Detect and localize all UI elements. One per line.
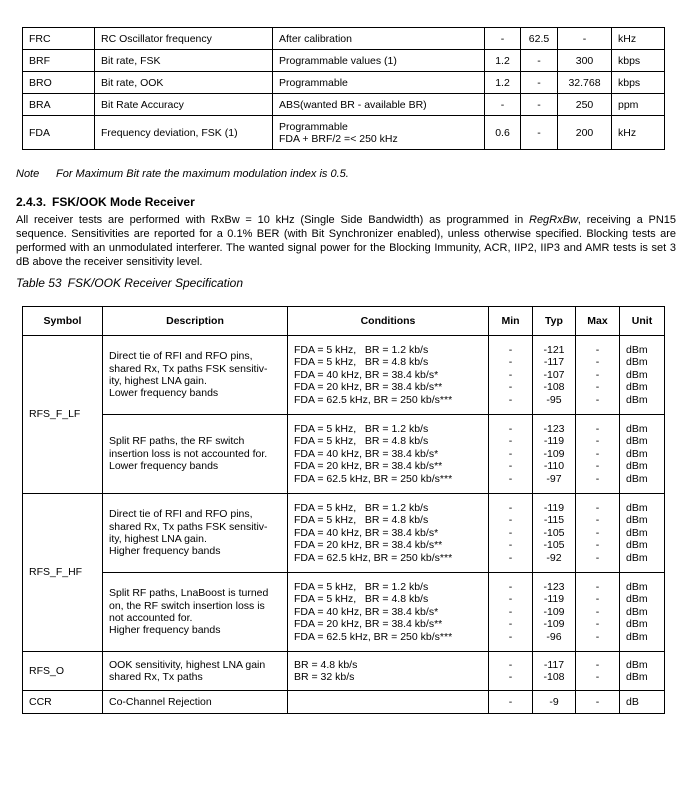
cell-conditions-line: FDA = 40 kHz, BR = 38.4 kb/s* [294,368,439,381]
cell-typ: - [521,50,558,72]
cell-conditions-line: FDA = 20 kHz, BR = 38.4 kb/s** [294,381,443,394]
cell-max [576,652,620,691]
cell-conditions-line: FDA = 62.5 kHz, BR = 250 kb/s*** [294,393,453,406]
cell-min-line: - [508,593,513,606]
cell-unit: kHz [612,28,665,50]
cell-conditions-line: FDA = 5 kHz, BR = 4.8 kb/s [294,435,429,448]
cell-typ [533,652,576,691]
cell-min: 1.2 [485,72,521,94]
receiver-spec-table [22,306,665,714]
table-title: FSK/OOK Receiver Specification [67,276,244,290]
cell-min-line: - [508,514,513,527]
cell-min-line: - [508,501,513,514]
cell-max: 250 [558,94,612,116]
receiver-spec-body [23,336,665,714]
cell-max-line: - [595,356,600,369]
condition-line: Programmable [279,120,348,133]
cell-min-line: - [508,422,513,435]
cell-max [576,336,620,415]
cell-unit-line: dBm [626,580,648,593]
cell-description-line: insertion loss is not accounted for. [109,447,268,460]
table-row [23,336,665,415]
cell-min-line: - [508,435,513,448]
cell-max-line: - [595,514,600,527]
cell-description: Bit rate, FSK [95,50,273,72]
cell-description-line: shared Rx, Tx paths FSK sensitiv- [109,520,268,533]
cell-conditions-line: FDA = 20 kHz, BR = 38.4 kb/s** [294,460,443,473]
header-symbol: Symbol [23,307,103,336]
cell-conditions-line: FDA = 5 kHz, BR = 4.8 kb/s [294,514,429,527]
cell-min: 0.6 [485,116,521,150]
cell-description-line: Lower frequency bands [109,387,219,400]
cell-unit [620,573,665,652]
cell-typ-line: -109 [543,618,565,631]
cell-typ-line: -109 [543,605,565,618]
paragraph-text-1: All receiver tests are performed with RxBw = 10 kHz (Single Side Bandwidth) as programmed in [16,214,529,226]
cell-description-line: OOK sensitivity, highest LNA gain [109,658,266,671]
cell-symbol: BRF [23,50,95,72]
cell-conditions-line: FDA = 5 kHz, BR = 1.2 kb/s [294,580,429,593]
cell-typ-line: -109 [543,447,565,460]
cell-conditions-line: FDA = 5 kHz, BR = 4.8 kb/s [294,593,429,606]
cell-typ [533,415,576,494]
cell-description: Frequency deviation, FSK (1) [95,116,273,150]
cell-symbol: RFS_F_HF [23,494,103,652]
cell-unit [620,336,665,415]
cell-unit: ppm [612,94,665,116]
cell-conditions-line: BR = 4.8 kb/s [294,658,358,671]
cell-min-line: - [508,381,513,394]
cell-typ-line: -95 [546,393,562,406]
table-row [23,28,665,50]
cell-unit: kHz [612,116,665,150]
table-row [23,72,665,94]
header-description: Description [103,307,288,336]
cell-unit-line: dBm [626,472,648,485]
cell-conditions: ABS(wanted BR - available BR) [273,94,485,116]
table-row [23,652,665,691]
cell-max-line: - [595,472,600,485]
cell-unit: dB [620,691,665,714]
cell-min-line: - [508,356,513,369]
cell-unit-line: dBm [626,630,648,643]
cell-typ [533,494,576,573]
condition-line: FDA + BRF/2 =< 250 kHz [279,132,398,145]
table-row [23,415,665,494]
cell-unit-line: dBm [626,381,648,394]
cell-unit-line: dBm [626,501,648,514]
cell-typ: 62.5 [521,28,558,50]
cell-max: 300 [558,50,612,72]
cell-symbol: BRA [23,94,95,116]
cell-max [576,494,620,573]
cell-unit-line: dBm [626,435,648,448]
cell-max-line: - [595,343,600,356]
cell-unit: kbps [612,50,665,72]
cell-description-line: Higher frequency bands [109,624,221,637]
cell-symbol: FDA [23,116,95,150]
cell-max-line: - [595,501,600,514]
cell-conditions-line: FDA = 62.5 kHz, BR = 250 kb/s*** [294,551,453,564]
cell-symbol: RFS_O [23,652,103,691]
cell-typ-line: -117 [543,658,565,671]
cell-unit-line: dBm [626,514,648,527]
cell-conditions-line: FDA = 5 kHz, BR = 1.2 kb/s [294,422,429,435]
table-number: Table 53 [16,276,62,290]
cell-typ-line: -121 [543,343,565,356]
cell-typ: - [521,94,558,116]
cell-unit-line: dBm [626,368,648,381]
cell-description-line: ity, highest LNA gain. [109,375,207,387]
cell-typ-line: -110 [543,460,565,473]
cell-conditions-line: FDA = 40 kHz, BR = 38.4 kb/s* [294,526,439,539]
cell-unit-line: dBm [626,393,648,406]
cell-min [489,652,533,691]
cell-min [489,415,533,494]
cell-conditions-line: BR = 32 kb/s [294,671,355,683]
cell-min-line: - [508,580,513,593]
cell-description: Bit Rate Accuracy [95,94,273,116]
cell-typ-line: -119 [543,593,565,606]
cell-typ-line: -117 [543,356,565,369]
cell-unit-line: dBm [626,447,648,460]
cell-description-line: Lower frequency bands [109,460,219,473]
table-row [23,494,665,573]
cell-typ-line: -105 [543,539,565,552]
cell-max-line: - [595,447,600,460]
cell-typ-line: -115 [543,514,565,527]
cell-min-line: - [508,460,513,473]
cell-description-line: ity, highest LNA gain. [109,533,207,545]
cell-min: 1.2 [485,50,521,72]
note-label: Note [16,168,40,180]
cell-max-line: - [595,630,600,643]
cell-min-line: - [508,671,513,683]
cell-description [103,652,288,691]
cell-max-line: - [595,422,600,435]
cell-unit-line: dBm [626,422,648,435]
cell-min-line: - [508,343,513,356]
cell-max-line: - [595,658,600,671]
section-heading [16,195,195,209]
cell-conditions [288,415,489,494]
cell-max-line: - [595,460,600,473]
cell-typ-line: -119 [543,435,565,448]
cell-min-line: - [508,551,513,564]
cell-typ-line: -92 [546,551,562,564]
cell-symbol: FRC [23,28,95,50]
header-unit: Unit [620,307,665,336]
cell-min-line: - [508,630,513,643]
cell-symbol: BRO [23,72,95,94]
cell-min-line: - [508,447,513,460]
cell-conditions [288,494,489,573]
cell-unit-line: dBm [626,593,648,606]
cell-description-line: Split RF paths, the RF switch [109,435,245,448]
cell-max-line: - [595,435,600,448]
cell-description: RC Oscillator frequency [95,28,273,50]
cell-min-line: - [508,539,513,552]
cell-min-line: - [508,658,513,671]
cell-min-line: - [508,472,513,485]
cell-description-line: Split RF paths, LnaBoost is turned [109,587,269,600]
cell-max-line: - [595,671,600,683]
body-paragraph [16,213,676,269]
cell-max-line: - [595,605,600,618]
cell-description [103,573,288,652]
note [16,168,349,180]
cell-min: - [489,691,533,714]
cell-unit [620,652,665,691]
cell-typ-line: -119 [543,501,565,514]
cell-description-line: Direct tie of RFI and RFO pins, [109,508,253,521]
cell-max-line: - [595,593,600,606]
cell-typ-line: -107 [543,368,565,381]
table-row [23,94,665,116]
cell-min-line: - [508,618,513,631]
cell-typ-line: -123 [543,422,565,435]
cell-conditions-line: FDA = 5 kHz, BR = 4.8 kb/s [294,356,429,369]
cell-description-line: on, the RF switch insertion loss is [109,599,265,612]
cell-max-line: - [595,580,600,593]
cell-description: Bit rate, OOK [95,72,273,94]
table-caption [16,276,243,290]
cell-min-line: - [508,368,513,381]
cell-description-line: shared Rx, Tx paths FSK sensitiv- [109,362,268,375]
cell-unit-line: dBm [626,356,648,369]
paragraph-text-2: , receiving a PN15 sequence. Sensitivities are reported for a 0.1% BER (with Bit Synchronizer enabled), unless otherwise specified. Blocking tests are performed with an unmodulated interferer. The wanted signal power for the Blocking Immunity, ACR, IIP2, IIP3 and AMR tests is set 3 dB above the receiver sensitivity level. [16,214,676,268]
cell-conditions-line: FDA = 40 kHz, BR = 38.4 kb/s* [294,605,439,618]
table-row [23,573,665,652]
cell-conditions [288,573,489,652]
cell-max-line: - [595,618,600,631]
cell-typ-line: -96 [546,630,562,643]
cell-typ [533,336,576,415]
cell-description: Co-Channel Rejection [103,691,288,714]
cell-unit-line: dBm [626,671,648,683]
cell-conditions-line: FDA = 20 kHz, BR = 38.4 kb/s** [294,618,443,631]
cell-conditions: Programmable [273,72,485,94]
cell-typ: - [521,72,558,94]
cell-max-line: - [595,526,600,539]
cell-max: - [558,28,612,50]
cell-min [489,336,533,415]
table-row [23,116,665,150]
cell-unit [620,494,665,573]
header-min: Min [489,307,533,336]
cell-conditions-line: FDA = 62.5 kHz, BR = 250 kb/s*** [294,630,453,643]
cell-unit-line: dBm [626,605,648,618]
cell-typ-line: -108 [543,671,565,683]
note-text: For Maximum Bit rate the maximum modulation index is 0.5. [56,168,349,180]
cell-conditions [288,652,489,691]
cell-min: - [485,94,521,116]
cell-max-line: - [595,368,600,381]
cell-unit-line: dBm [626,658,648,671]
cell-unit-line: dBm [626,618,648,631]
cell-max: 200 [558,116,612,150]
cell-unit-line: dBm [626,551,648,564]
cell-conditions-line: FDA = 20 kHz, BR = 38.4 kb/s** [294,539,443,552]
cell-description [103,336,288,415]
cell-typ-line: -105 [543,526,565,539]
cell-unit-line: dBm [626,460,648,473]
cell-unit-line: dBm [626,343,648,356]
section-title: FSK/OOK Mode Receiver [52,195,195,209]
cell-conditions-line: FDA = 5 kHz, BR = 1.2 kb/s [294,343,429,356]
cell-max-line: - [595,551,600,564]
cell-min-line: - [508,526,513,539]
cell-description [103,415,288,494]
cell-conditions-line: FDA = 40 kHz, BR = 38.4 kb/s* [294,447,439,460]
cell-unit-line: dBm [626,526,648,539]
cell-min [489,573,533,652]
cell-typ-line: -97 [546,472,562,485]
cell-symbol: CCR [23,691,103,714]
header-row [23,307,665,336]
section-number: 2.4.3. [16,195,47,209]
cell-conditions [288,336,489,415]
cell-description [103,494,288,573]
cell-conditions-line: FDA = 5 kHz, BR = 1.2 kb/s [294,501,429,514]
cell-typ-line: -123 [543,580,565,593]
cell-max [576,415,620,494]
cell-description-line: not accounted for. [109,612,193,624]
cell-typ: - [521,116,558,150]
electrical-spec-table-top [22,27,665,150]
cell-min [489,494,533,573]
cell-typ-line: -108 [543,381,565,394]
cell-conditions [288,691,489,714]
header-typ: Typ [533,307,576,336]
cell-min: - [485,28,521,50]
cell-unit: kbps [612,72,665,94]
cell-max-line: - [595,381,600,394]
register-name: RegRxBw [529,214,578,226]
cell-min-line: - [508,605,513,618]
cell-max [576,573,620,652]
cell-unit [620,415,665,494]
cell-typ [533,573,576,652]
cell-description-line: Higher frequency bands [109,545,221,558]
cell-description-line: Direct tie of RFI and RFO pins, [109,350,253,363]
cell-max: 32.768 [558,72,612,94]
cell-symbol: RFS_F_LF [23,336,103,494]
header-conditions: Conditions [288,307,489,336]
cell-description-line: shared Rx, Tx paths [109,671,203,683]
cell-min-line: - [508,393,513,406]
header-max: Max [576,307,620,336]
cell-conditions-line: FDA = 62.5 kHz, BR = 250 kb/s*** [294,472,453,485]
cell-conditions [273,116,485,150]
cell-max-line: - [595,393,600,406]
cell-typ: -9 [533,691,576,714]
table-row [23,691,665,714]
cell-conditions: Programmable values (1) [273,50,485,72]
cell-max: - [576,691,620,714]
cell-conditions: After calibration [273,28,485,50]
cell-max-line: - [595,539,600,552]
table-row [23,50,665,72]
cell-unit-line: dBm [626,539,648,552]
